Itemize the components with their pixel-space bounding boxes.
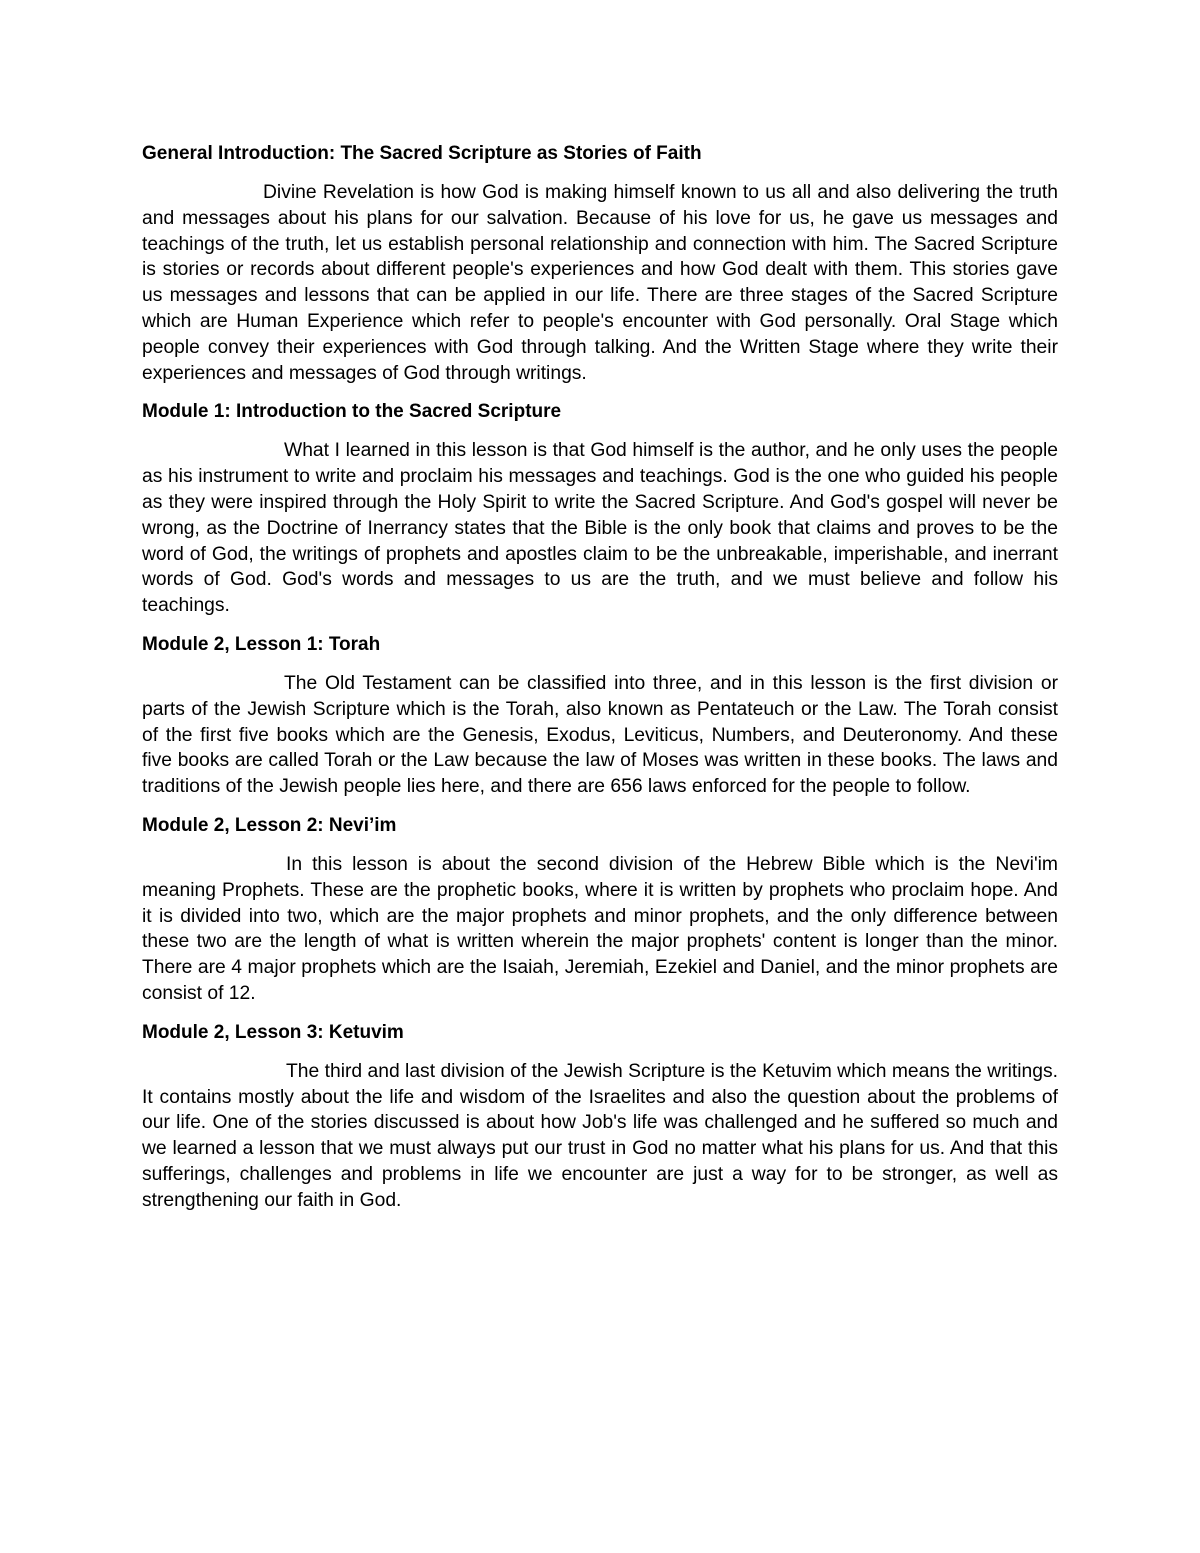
section-paragraph: The third and last division of the Jewish Scripture is the Ketuvim which means the writings. It contains mostly about the life and wisdom of the Israelites and also the question about the problems of our life. One of the stories discussed is about how Job's life was challenged and he suffered so much and we learned a lesson that we must always put our trust in God no matter what his plans for us. And that this sufferings, challenges and problems in life we encounter are just a way for to be stronger, as well as strengthening our faith in God. (142, 1060, 1058, 1211)
section-module-2-lesson-2 (142, 812, 1058, 1007)
section-heading: Module 2, Lesson 1: Torah (142, 633, 381, 655)
section-heading: General Introduction: The Sacred Scripture as Stories of Faith (142, 143, 702, 164)
section-module-2-lesson-3 (142, 1019, 1058, 1214)
section-module-2-lesson-1 (142, 631, 1058, 800)
document-page (142, 140, 1058, 1226)
section-paragraph: In this lesson is about the second division of the Hebrew Bible which is the Nevi'im meaning Prophets. These are the prophetic books, where it is written by prophets who proclaim hope. And it is divided into two, which are the major prophets and minor prophets, and the only difference between these two are the length of what is written wherein the major prophets' content is longer than the minor. There are 4 major prophets which are the Isaiah, Jeremiah, Ezekiel and Daniel, and the minor prophets are consist of 12. (142, 853, 1058, 1004)
section-heading: Module 2, Lesson 2: Nevi’im (142, 814, 397, 836)
section-heading: Module 1: Introduction to the Sacred Scripture (142, 401, 562, 423)
section-module-1 (142, 398, 1058, 619)
section-paragraph: What I learned in this lesson is that God himself is the author, and he only uses the people as his instrument to write and proclaim his messages and teachings. God is the one who guided his people as they were inspired through the Holy Spirit to write the Sacred Scripture. And God's gospel will never be wrong, as the Doctrine of Inerrancy states that the Bible is the only book that claims and proves to be the word of God, the writings of prophets and apostles claim to be the unbreakable, imperishable, and inerrant words of God. God's words and messages to us are the truth, and we must believe and follow his teachings. (142, 440, 1058, 617)
section-paragraph: The Old Testament can be classified into three, and in this lesson is the first division or parts of the Jewish Scripture which is the Torah, also known as Pentateuch or the Law. The Torah consist of the first five books which are the Genesis, Exodus, Leviticus, Numbers, and Deuteronomy. And these five books are called Torah or the Law because the law of Moses was written in these books. The laws and traditions of the Jewish people lies here, and there are 656 laws enforced for the people to follow. (142, 672, 1058, 798)
section-heading: Module 2, Lesson 3: Ketuvim (142, 1021, 404, 1043)
section-paragraph: Divine Revelation is how God is making himself known to us all and also delivering the truth and messages about his plans for our salvation. Because of his love for us, he gave us messages and teachings of the truth, let us establish personal relationship and connection with him. The Sacred Scripture is stories or records about different people's experiences and how God dealt with them. This stories gave us messages and lessons that can be applied in our life. There are three stages of the Sacred Scripture which are Human Experience which refer to people's encounter with God personally. Oral Stage which people convey their experiences with God through talking. And the Written Stage where they write their experiences and messages of God through writings. (142, 182, 1058, 384)
section-general-introduction (142, 140, 1058, 386)
